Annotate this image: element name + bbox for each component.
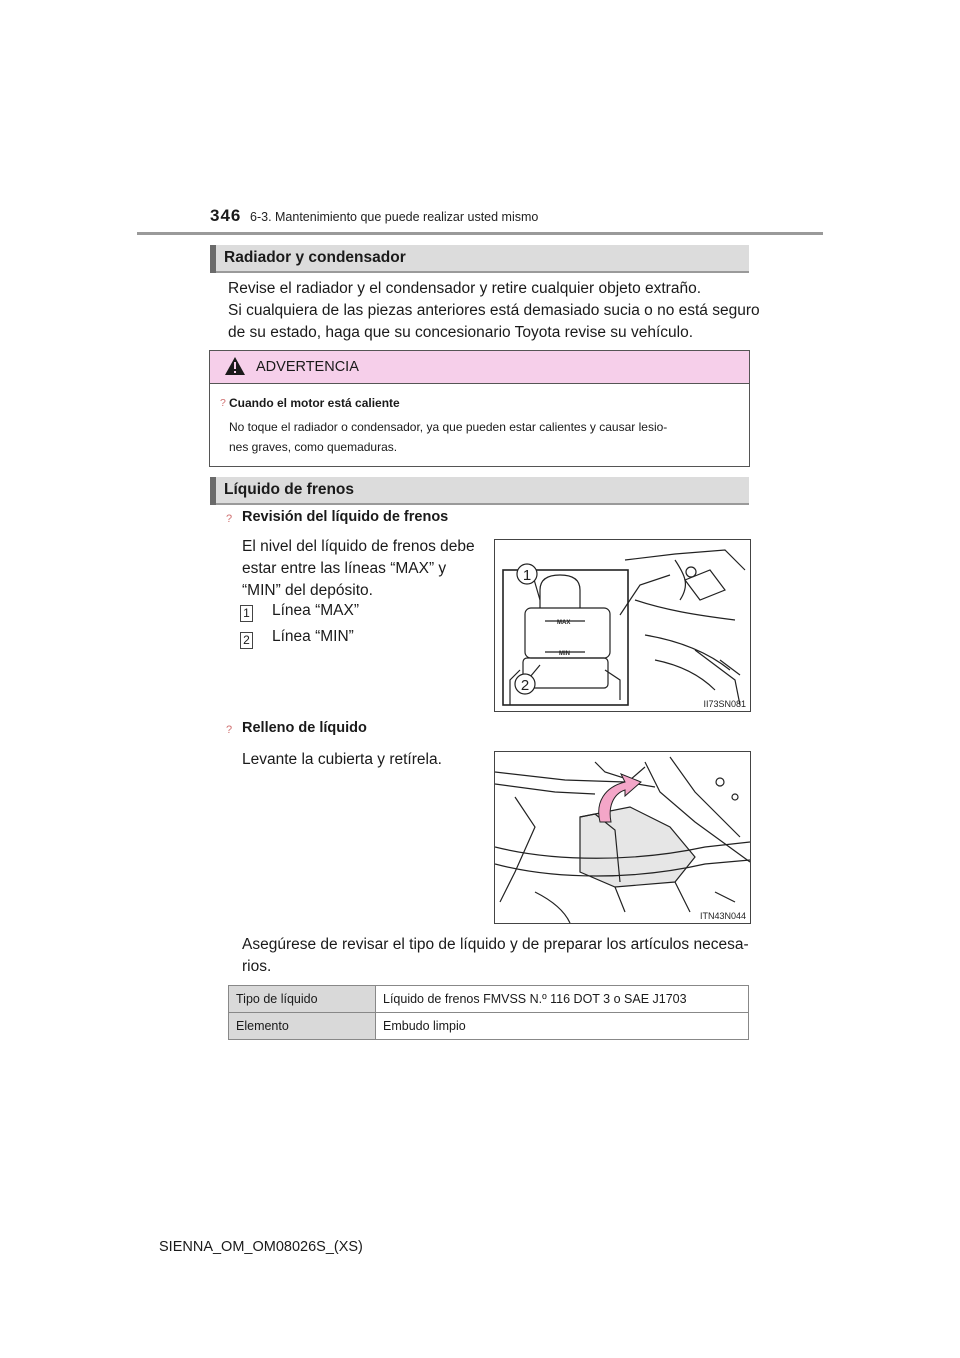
table-value: Líquido de frenos FMVSS N.º 116 DOT 3 o SAE J1703 (376, 986, 749, 1013)
note-line-1: Asegúrese de revisar el tipo de líquido y de preparar los artículos necesa- (242, 936, 749, 953)
min-mark: MIN (559, 651, 570, 657)
bullet-icon: ? (226, 724, 233, 736)
chapter-title: 6-3. Mantenimiento que puede realizar usted mismo (250, 210, 539, 224)
table-row (229, 986, 749, 1013)
supplies-table (228, 985, 749, 1040)
warning-icon (224, 356, 246, 376)
warning-title: ADVERTENCIA (256, 359, 359, 375)
warning-box (209, 350, 750, 467)
reservoir-figure (494, 539, 751, 712)
warning-text (229, 417, 741, 457)
table-row (229, 1013, 749, 1040)
callout-1: 1 (522, 567, 532, 584)
check-line-1: El nivel del líquido de frenos debe (242, 538, 475, 555)
header-rule (137, 232, 823, 235)
radiator-section-heading (210, 245, 749, 273)
refill-text: Levante la cubierta y retírela. (242, 751, 442, 768)
figure-code: II73SN081 (703, 699, 746, 709)
brake-section-heading (210, 477, 749, 505)
table-value: Embudo limpio (376, 1013, 749, 1040)
check-line-2: estar entre las líneas “MAX” y (242, 560, 447, 577)
note-line-2: rios. (242, 958, 272, 975)
cover-figure (494, 751, 751, 924)
item-number-badge: 2 (240, 632, 253, 649)
callout-2: 2 (520, 677, 530, 694)
section-marker (210, 477, 216, 505)
cover-illustration (495, 752, 750, 923)
warning-line-1: No toque el radiador o condensador, ya que pueden estar calientes y causar lesio- (229, 420, 668, 434)
reservoir-illustration (495, 540, 750, 711)
bullet-icon: ? (226, 513, 233, 525)
min-line-label: Línea “MIN” (272, 628, 354, 645)
check-heading: Revisión del líquido de frenos (242, 509, 449, 525)
radiator-line-3: de su estado, haga que su concesionario Toyota revise su vehículo. (228, 324, 694, 341)
section-title: Líquido de frenos (224, 481, 355, 498)
warning-line-2: nes graves, como quemaduras. (229, 440, 398, 454)
warning-header (210, 351, 749, 384)
refill-heading: Relleno de líquido (242, 720, 367, 736)
section-marker (210, 245, 216, 273)
section-title: Radiador y condensador (224, 249, 406, 266)
table-key: Tipo de líquido (229, 986, 376, 1013)
max-line-label: Línea “MAX” (272, 602, 360, 619)
radiator-line-1: Revise el radiador y el condensador y retire cualquier objeto extraño. (228, 280, 702, 297)
item-number-badge: 1 (240, 605, 253, 622)
table-key: Elemento (229, 1013, 376, 1040)
bullet-icon: ? (220, 397, 226, 409)
footer-code: SIENNA_OM_OM08026S_(XS) (159, 1239, 363, 1255)
radiator-line-2: Si cualquiera de las piezas anteriores está demasiado sucia o no está seguro (228, 302, 760, 319)
check-line-3: “MIN” del depósito. (242, 582, 373, 599)
warning-subtitle: Cuando el motor está caliente (229, 396, 400, 410)
figure-code: ITN43N044 (699, 911, 746, 921)
max-mark: MAX (557, 620, 571, 626)
page-number: 346 (210, 206, 242, 225)
